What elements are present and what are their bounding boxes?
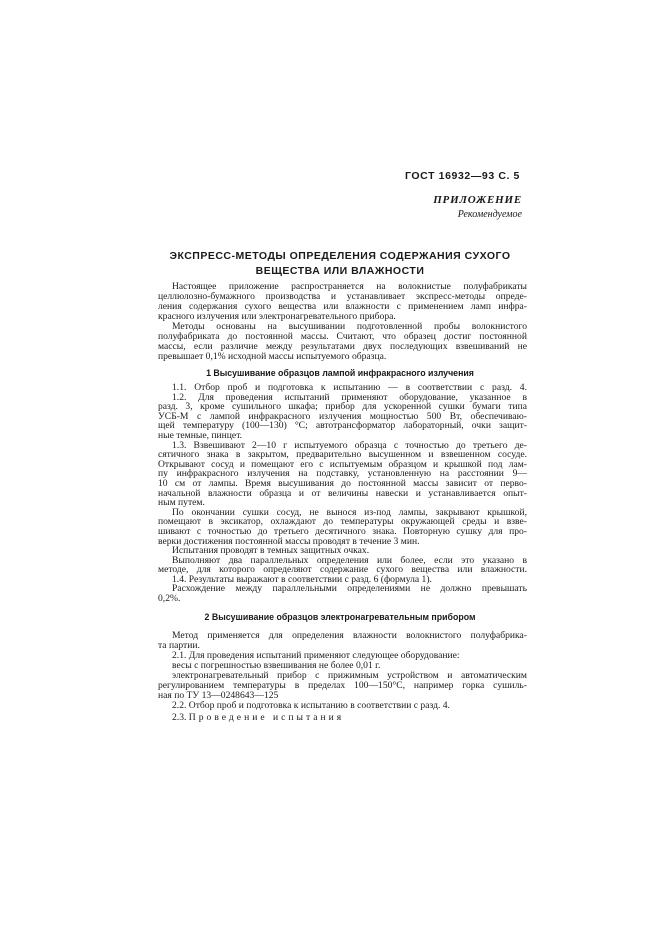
text-line: Выполняют два параллельных определения или более, если это указано в — [172, 554, 527, 566]
text-line: ные темные, пинцет. — [158, 429, 243, 441]
text-line: ная по ТУ 13—0248643—125 — [158, 690, 279, 701]
text-line: ным путем. — [158, 497, 205, 509]
subsection-title: Проведение испытания — [188, 712, 345, 723]
text-line: 1.3. Взвешивают 2—10 г испытуемого образца с точностью до третьего де- — [172, 439, 527, 451]
text-line: сятичного знака в закрытом, предварительно высушенном и взвешенном сосуде. — [158, 449, 527, 461]
text-line: электронагревательный прибор с прижимным устройством и автоматическим — [172, 670, 527, 681]
text-line: весы с погрешностью взвешивания не более 0,01 г. — [172, 660, 381, 671]
standard-number-header: ГОСТ 16932—93 С. 5 — [405, 170, 520, 182]
subsection-2-3 — [158, 712, 541, 723]
text-line: Метод применяется для определения влажности волокнистого полуфабрика- — [172, 630, 527, 641]
text-line: начальной влажности образца и от величины навески и устанавливается опыт- — [158, 487, 527, 499]
section-2-heading: 2 Высушивание образцов электронагревательным прибором — [204, 612, 476, 622]
title-line-1: ЭКСПРЕСС-МЕТОДЫ ОПРЕДЕЛЕНИЯ СОДЕРЖАНИЯ СУХОГО — [169, 250, 511, 262]
text-line: верки достижения постоянной массы проводят в течение 3 мин. — [158, 535, 420, 547]
text-line: та партии. — [158, 640, 200, 651]
text-line: регулированием температуры в пределах 100—150°С, например горка сушиль- — [158, 680, 527, 691]
text-line: 1.1. Отбор проб и подготовка к испытанию — в соответствии с разд. 4. — [172, 382, 527, 393]
text-line: помещают в эксикатор, охлаждают до температуры окружающей среды и взве- — [158, 516, 527, 528]
intro-text — [158, 282, 527, 362]
appendix-label: ПРИЛОЖЕНИЕ — [433, 194, 522, 206]
text-line: 1.2. Для проведения испытаний применяют оборудование, указанное в — [172, 391, 527, 403]
text-line: По окончании сушки сосуд, не вынося из-под лампы, закрывают крышкой, — [172, 506, 527, 518]
text-line: 1.4. Результаты выражают в соответствии с разд. 6 (формула 1). — [172, 573, 432, 585]
section-2-text — [158, 631, 527, 711]
text-line: 10 см от лампы. Время высушивания до постоянной массы зависит от перво- — [158, 477, 527, 489]
text-line: ления содержания сухого вещества или влажности с применением ламп инфра- — [158, 300, 527, 312]
text-line: 2.1. Для проведения испытаний применяют следующее оборудование: — [172, 650, 460, 661]
text-line: пу инфракрасного излучения на подставку, установленную на расстоянии 9— — [158, 468, 527, 480]
text-line: щей температуру (100—130) °С; автотрансформатор лабораторный, очки защит- — [158, 420, 527, 432]
text-line: 2.2. Отбор проб и подготовка к испытанию в соответствии с разд. 4. — [172, 700, 450, 711]
text-line: целлюлозно-бумажного производства и устанавливает экспресс-методы опреде- — [158, 290, 527, 302]
text-line: превышает 0,1% исходной массы испытуемого образца. — [158, 350, 387, 362]
text-line: УСБ-М с лампой инфракрасного излучения мощностью 500 Вт, обеспечиваю- — [158, 410, 527, 422]
text-line: Настоящее приложение распространяется на волокнистые полуфабрикаты — [172, 281, 527, 292]
section-1-heading: 1 Высушивание образцов лампой инфракрасного излучения — [206, 368, 474, 378]
text-line: методе, для которого определяют содержание сухого вещества или влажности. — [158, 564, 527, 576]
text-line: Открывают сосуд и помещают его с испытуемым образцом и крышкой под лам- — [158, 458, 527, 470]
appendix-status: Рекомендуемое — [457, 209, 522, 220]
text-line: шивают с точностью до третьего десятичного знака. Повторную сушку для про- — [158, 525, 527, 537]
text-line: полуфабриката до постоянной массы. Считают, что образец достиг постоянной — [158, 330, 527, 342]
text-line: 0,2%. — [158, 593, 181, 605]
title-line-2: ВЕЩЕСТВА ИЛИ ВЛАЖНОСТИ — [255, 265, 425, 277]
text-line: массы, если различие между результатами двух последующих взвешиваний не — [158, 340, 527, 352]
text-line: Испытания проводят в темных защитных очках. — [172, 545, 370, 557]
subsection-number: 2.3. — [172, 712, 187, 723]
text-line: Расхождение между параллельными определениями не должно превышать — [172, 583, 527, 595]
document-title — [150, 249, 530, 279]
text-line: красного излучения или электронагревательного прибора. — [158, 310, 396, 322]
text-line: Методы основаны на высушивании подготовленной пробы волокнистого — [172, 320, 527, 332]
text-line: разд. 3, кроме сушильного шкафа; прибор для ускоренной сушки бумаги типа — [158, 401, 527, 413]
section-1-text — [158, 383, 527, 604]
